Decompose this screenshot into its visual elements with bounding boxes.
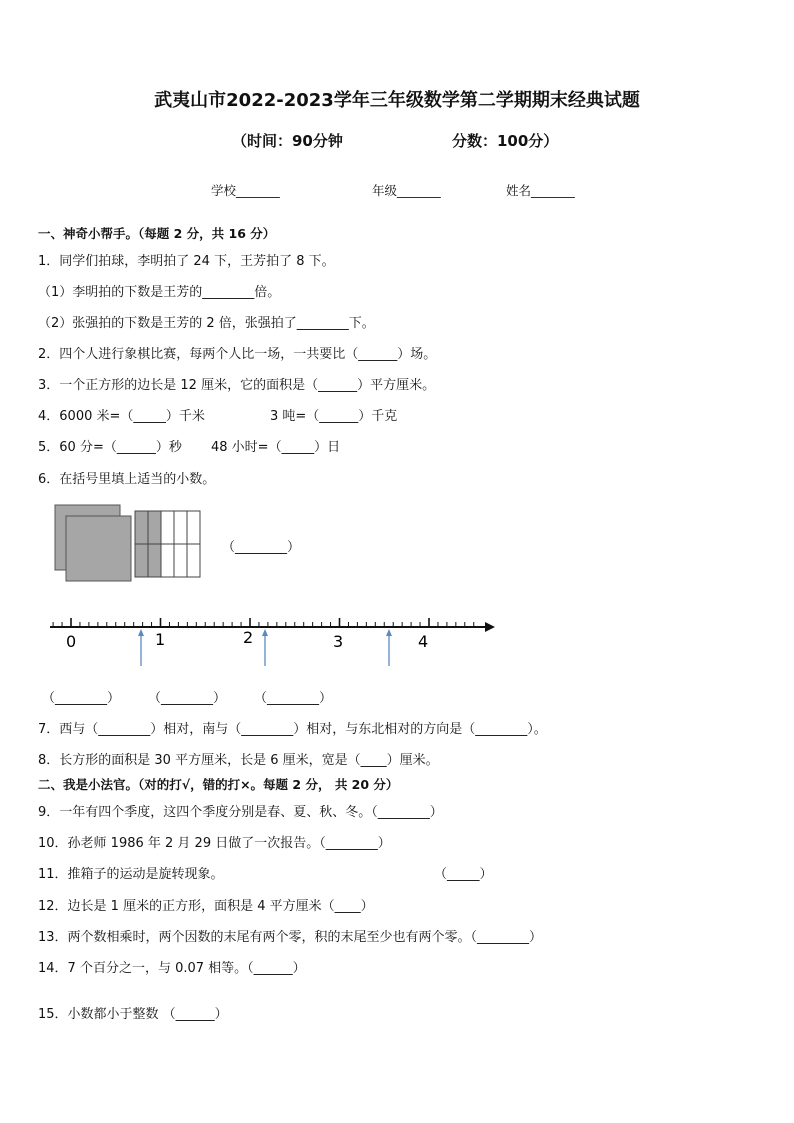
exam-score: 分数：100分） (452, 132, 559, 150)
number-line-answer-2: （________） (148, 691, 227, 706)
question-7: 7．西与（________）相对，南与（________）相对，与东北相对的方向是（________）。 (38, 722, 547, 737)
question-2: 2．四个人进行象棋比赛，每两个人比一场，一共要比（______）场。 (38, 347, 437, 362)
question-3: 3．一个正方形的边长是 12 厘米，它的面积是（______）平方厘米。 (38, 378, 436, 393)
question-1b: （2）张强拍的下数是王芳的 2 倍，张强拍了________下。 (38, 316, 375, 331)
number-line (40, 610, 510, 670)
grade-field: 年级_______ (372, 183, 441, 198)
question-1a: （1）李明拍的下数是王芳的________倍。 (38, 285, 281, 300)
number-line-label-0: 0 (66, 632, 77, 651)
number-line-answer-1: （________） (42, 691, 121, 706)
number-line-arrow-3 (386, 629, 392, 666)
question-1: 1．同学们拍球，李明拍了 24 下，王芳拍了 8 下。 (38, 254, 335, 269)
question-9: 9．一年有四个季度，这四个季度分别是春、夏、秋、冬。（________） (38, 805, 443, 820)
number-line-label-3: 3 (333, 632, 344, 651)
question-6-answer-blank: （________） (222, 540, 301, 555)
number-line-label-1: 1 (155, 630, 166, 649)
question-11: 11．推箱子的运动是旋转现象。 (38, 867, 224, 882)
number-line-arrow-2 (262, 629, 268, 666)
exam-time: （时间：90分钟 (232, 132, 343, 150)
question-6: 6．在括号里填上适当的小数。 (38, 472, 216, 487)
full-square-front (66, 516, 131, 581)
partial-grid (135, 511, 200, 577)
page-title: 武夷山市2022-2023学年三年级数学第二学期期末经典试题 (154, 90, 640, 111)
number-line-label-4: 4 (418, 632, 429, 651)
question-11-blank: （_____） (434, 867, 493, 882)
question-4a: 4．6000 米=（_____）千米 (38, 409, 205, 424)
question-14: 14．7 个百分之一，与 0.07 相等。（______） (38, 961, 306, 976)
school-field: 学校_______ (211, 183, 280, 198)
decimal-squares-figure (50, 500, 210, 590)
question-10: 10．孙老师 1986 年 2 月 29 日做了一次报告。（________） (38, 836, 391, 851)
name-field: 姓名_______ (506, 183, 575, 198)
question-5b: 48 小时=（_____）日 (211, 440, 341, 455)
question-4b: 3 吨=（______）千克 (270, 409, 398, 424)
section-2-heading: 二、我是小法官。（对的打√，错的打×。每题 2 分， 共 20 分） (38, 777, 399, 792)
number-line-answer-3: （________） (254, 691, 333, 706)
number-line-arrow-1 (138, 629, 144, 666)
question-5a: 5．60 分=（______）秒 (38, 440, 182, 455)
number-line-arrowhead (485, 622, 495, 632)
number-line-label-2: 2 (243, 628, 254, 647)
question-15: 15．小数都小于整数 （______） (38, 1007, 228, 1022)
question-12: 12．边长是 1 厘米的正方形，面积是 4 平方厘米（____） (38, 899, 374, 914)
section-1-heading: 一、神奇小帮手。（每题 2 分，共 16 分） (38, 226, 276, 241)
question-8: 8．长方形的面积是 30 平方厘米，长是 6 厘米，宽是（____）厘米。 (38, 753, 439, 768)
question-13: 13．两个数相乘时，两个因数的末尾有两个零，积的末尾至少也有两个零。（________） (38, 930, 543, 945)
